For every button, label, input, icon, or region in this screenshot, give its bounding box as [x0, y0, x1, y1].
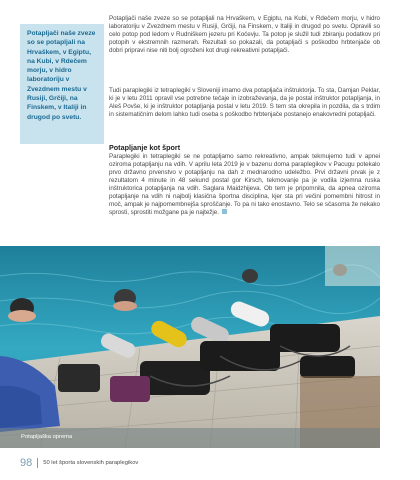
section-heading: Potapljanje kot šport — [109, 143, 181, 152]
article-paragraph-1: Potapljači naše zveze so se potapljali na Hrvaškem, v Egiptu, na Kubi, v Rdečem morju, v hidro laboratoriju v Zvezdnem mestu v Rusiji, Grčiji, na Finskem, v Italiji in drugod po svetu. Opravili so celo potop pod ledom v Rudniškem jezeru pri Kočevju. Ta potop je služil tudi zbiranju podatkov pri potopih v ekstremnih razmerah. Rezultati so pokazali, da potapljači s poškodbo hrbtenjače ob dobri pripravi nise niti bolj ogroženi kot drugi rekreativni potapljači. — [109, 15, 380, 55]
article-paragraph-3-text: Paraplegiki in tetraplegiki se ne potapljamo samo rekreativno, ampak tekmujemo tudi v apnei oziroma potapljanju na vdih. V aprilu leta 2019 je v bazenu doma paraplegikov v Pacugu potekalo prvo državno prvenstvo v potapljanju na dah z mednarodno udeležbo. Prvi državni prvak je z rezultatom 4 minute in 48 sekund postal gor Kirsch, tekmovanje pa je vodila izjemna ruska inštruktorica potapljanja na vdih. Saglara Maidzhijeva. Ob tem je pripomnila, da apnea oziroma potapljanje na vdih ni najbolj klasična športna disciplina, kjer sta pri večini pomembni hitrost in moč, ampak je najpomembnejša sproščanje. To pa ni tako enostavno. Telo se sčasoma že nekako sprosti, sprostiti možgane pa je najtežje. — [109, 153, 380, 217]
photo-caption: Potapljaška oprema — [21, 434, 73, 440]
highlight-text: Potapljači naše zveze so se potapljali na Hrvaškem, v Egiptu, na Kubi, v Rdečem morju, v hidro laboratoriju v Zvezdnem mestu v Rusiji, Grčiji, na Finskem, v Italiji in drugod po svetu. — [27, 30, 96, 121]
footer-divider — [37, 458, 38, 468]
article-paragraph-2: Tudi paraplegiki iz tetraplegiki v Sloveniji imamo dva potapljača inštruktorja. To sta, Damjan Peklar, ki je v letu 2011 opravil vse potrebne tečaje in izobraževanja, da je postal inštruktor potapljanja, in Aleš Povše, ki je inštruktor potapljanja postal v letu 2019. S tem sta okrepila in pozdila, da s trdim in sistematičnim delom lahko tudi oseba s poškodbo hrbtenjače postanejo enakovredni potapljači. — [109, 87, 380, 119]
diving-equipment-photo — [0, 246, 380, 448]
end-of-article-mark — [222, 209, 227, 214]
page-footer — [20, 456, 138, 470]
highlight-box — [20, 24, 104, 144]
publication-title: 50 let športa slovenskih paraplegikov — [43, 460, 139, 466]
page-number: 98 — [20, 457, 33, 469]
photo-illustration — [0, 246, 380, 448]
article-paragraph-3 — [109, 153, 380, 217]
